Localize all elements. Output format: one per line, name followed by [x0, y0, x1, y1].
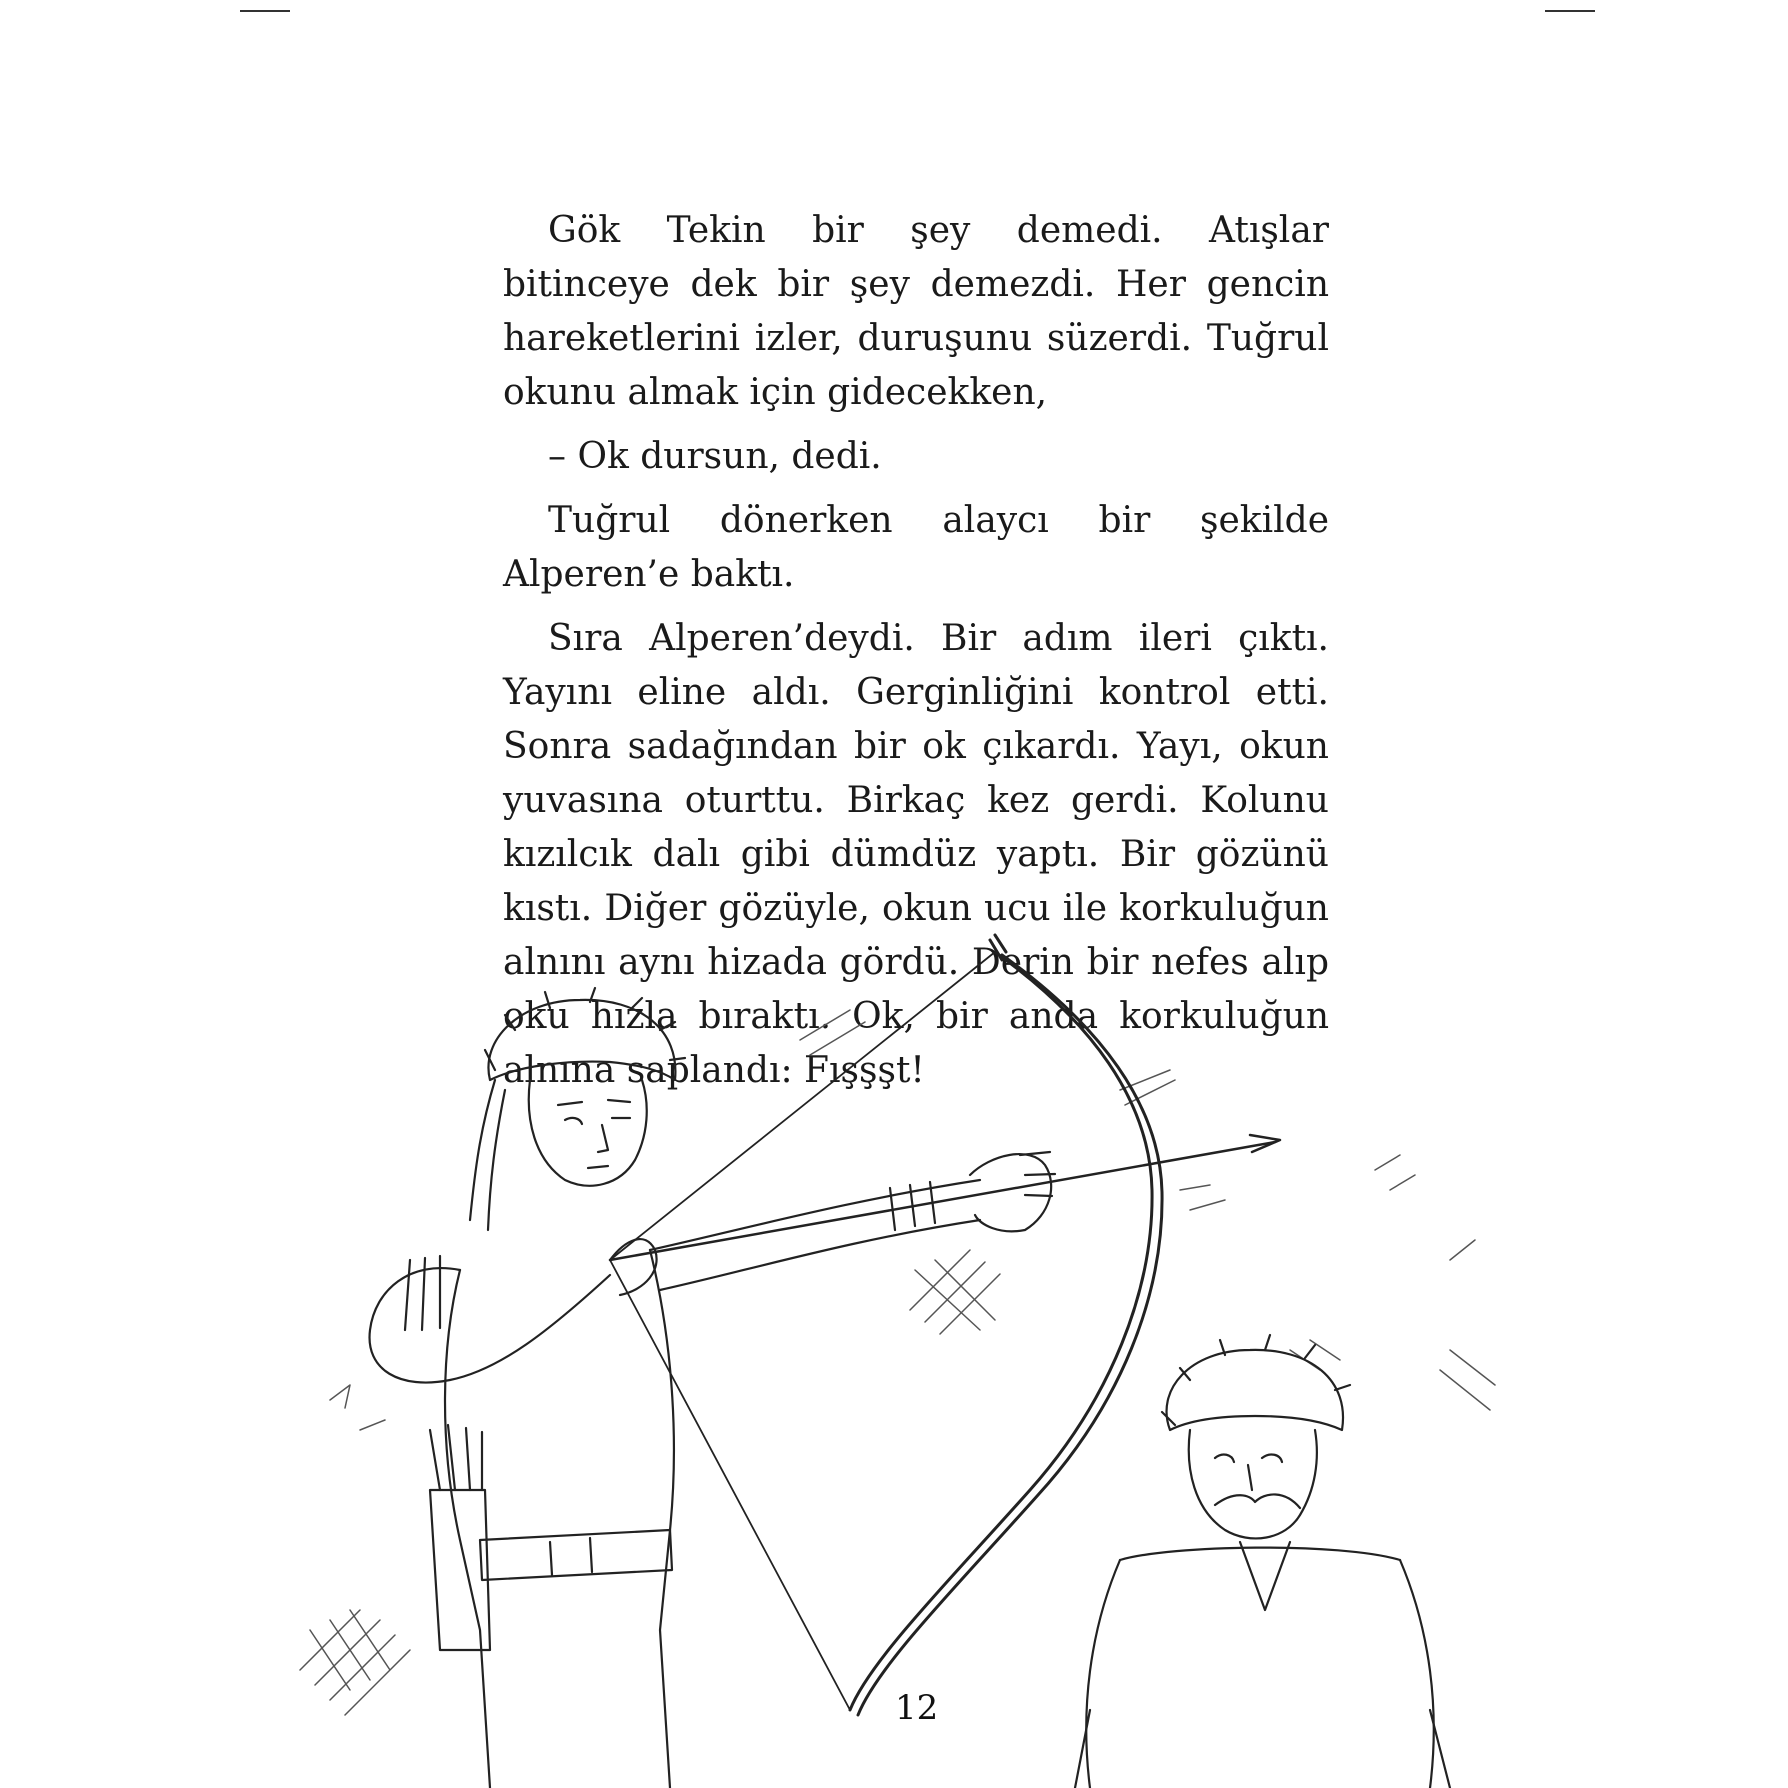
paragraph-3: Tuğrul dönerken alaycı bir şekilde Alperen’e baktı. — [503, 500, 1329, 595]
paragraph-1: Gök Tekin bir şey demedi. Atışlar bitinceye dek bir şey demezdi. Her gencin hareketlerini izler, duruşunu süzerdi. Tuğrul okunu almak için gidecekken, — [503, 210, 1329, 413]
archer-illustration — [290, 930, 1500, 1788]
crop-mark-right — [1545, 10, 1595, 12]
arrow — [610, 1135, 1280, 1260]
observer-figure — [1075, 1335, 1450, 1788]
bow — [850, 935, 1162, 1715]
crop-mark-left — [240, 10, 290, 12]
bow-string — [610, 952, 995, 1710]
archer-figure — [370, 988, 1055, 1788]
background-hatching — [300, 1010, 1495, 1715]
page-number: 12 — [895, 1688, 939, 1728]
paragraph-4: Sıra Alperen’deydi. Bir adım ileri çıktı. Yayını eline aldı. Gerginliğini kontrol etti. Sonra sadağından bir ok çıkardı. Yayı, okun yuvasına oturttu. Birkaç kez gerdi. Kolunu kızılcık dalı gibi dümdüz yaptı. Bir gözünü kıstı. Diğer gözüyle, okun ucu ile korkuluğun alnını aynı hizada gördü. Derin bir nefes alıp oku hızla bıraktı. Ok, bir anda korkuluğun alnına saplandı: Fışşşt! — [503, 618, 1329, 1091]
paragraph-2: – Ok dursun, dedi. — [548, 436, 882, 477]
